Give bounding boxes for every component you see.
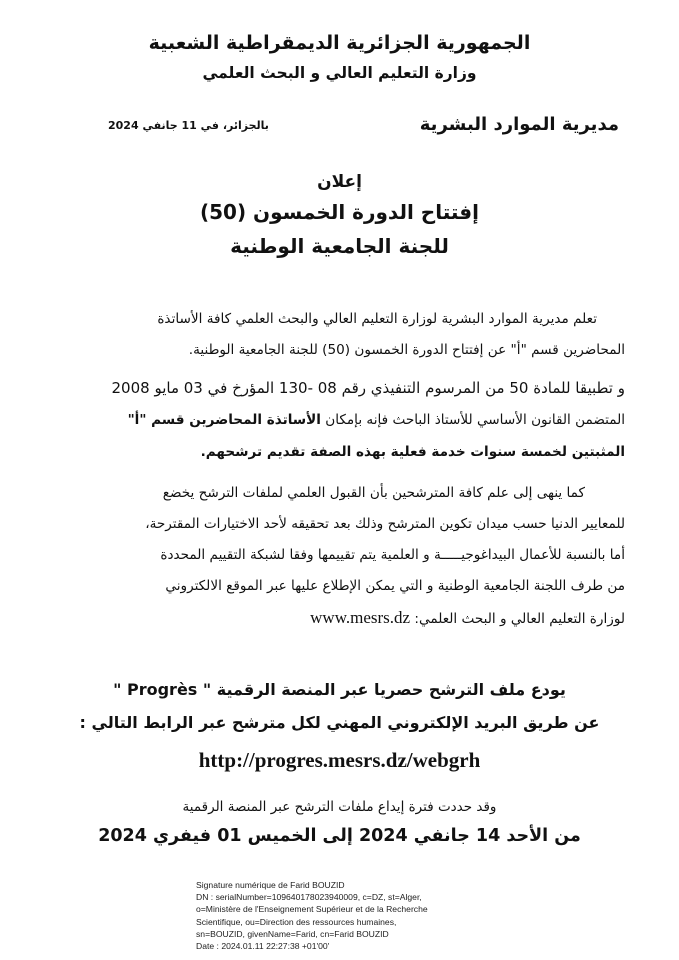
submission-line1: يودع ملف الترشح حصريا عبر المنصة الرقمية " Progrès " (113, 680, 566, 699)
country-name: الجمهورية الجزائرية الديمقراطية الشعبية (148, 32, 531, 54)
submission-period-intro: وقد حددت فترة إيداع ملفات الترشح عبر المنصة الرقمية (182, 799, 497, 815)
p2-line3-regular: تقديم ترشحهم. (200, 444, 311, 460)
p3-line1: كما ينهى إلى علم كافة المترشحين بأن القبول العلمي لملفات الترشح يخضع (162, 485, 585, 501)
signature-line6: Date : 2024.01.11 22:27:38 +01'00' (196, 941, 330, 952)
p3-line5-text: لوزارة التعليم العالي و البحث العلمي: (414, 611, 625, 627)
p2-line1: و تطبيقا للمادة 50 من المرسوم التنفيذي رقم 08 -130 المؤرخ في 03 مايو 2008 (111, 379, 625, 397)
ministry-website-link[interactable]: www.mesrs.dz (310, 608, 411, 627)
ministry-name: وزارة التعليم العالي و البحث العلمي (202, 64, 477, 82)
p3-line4: من طرف اللجنة الجامعية الوطنية و التي يمكن الإطلاع عليها عبر الموقع الالكتروني (165, 578, 625, 594)
announcement-heading: إعلان (317, 172, 362, 192)
p2-line2-bold: الأساتذة المحاضرين قسم "أ" (127, 412, 321, 428)
p3-line3: أما بالنسبة للأعمال البيداغوجيـــــة و العلمية يتم تقييمها وفقا لشبكة التقييم المحددة (160, 547, 625, 563)
signature-line3: o=Ministère de l'Enseignement Supérieur et de la Recherche (196, 904, 428, 915)
submission-period: من الأحد 14 جانفي 2024 إلى الخميس 01 فيفري 2024 (98, 826, 581, 846)
signature-line1: Signature numérique de Farid BOUZID (196, 880, 345, 890)
p2-line2-regular: المتضمن القانون الأساسي للأستاذ الباحث فإنه بإمكان (320, 412, 625, 428)
announcement-title-line2: للجنة الجامعية الوطنية (230, 234, 449, 258)
directorate-name: مديرية الموارد البشرية (419, 114, 619, 135)
p2-line3-bold: المثبتين لخمسة سنوات خدمة فعلية بهذه الصفة (310, 444, 625, 460)
signature-line5: sn=BOUZID, givenName=Farid, cn=Farid BOUZID (196, 928, 389, 939)
p1-line1: تعلم مديرية الموارد البشرية لوزارة التعليم العالي والبحث العلمي كافة الأساتذة (157, 311, 597, 327)
p2-line2 (40, 404, 625, 436)
p1-line2: المحاضرين قسم "أ" عن إفتتاح الدورة الخمسون (50) للجنة الجامعية الوطنية. (188, 342, 625, 358)
p3-line5 (40, 602, 625, 635)
paragraph-2 (40, 372, 625, 468)
signature-line2: DN : serialNumber=109640178023940009, c=DZ, st=Alger, (196, 892, 422, 903)
announcement-title-line1: إفتتاح الدورة الخمسون (50) (199, 200, 480, 224)
paragraph-3 (40, 478, 625, 635)
digital-signature (196, 879, 428, 952)
p3-line2: للمعايير الدنيا حسب ميدان تكوين المترشح وذلك بعد تحقيقه لأحد الاختيارات المقترحة، (145, 516, 625, 532)
submission-line2: عن طريق البريد الإلكتروني المهني لكل مترشح عبر الرابط التالي : (79, 713, 600, 732)
p2-line3 (40, 436, 625, 468)
paragraph-1 (40, 304, 625, 366)
signature-line4: Scientifique, ou=Direction des ressources humaines, (196, 916, 397, 927)
place-date: بالجزائر، في 11 جانفي 2024 (108, 119, 269, 132)
progres-portal-link[interactable]: http://progres.mesrs.dz/webgrh (198, 748, 481, 772)
